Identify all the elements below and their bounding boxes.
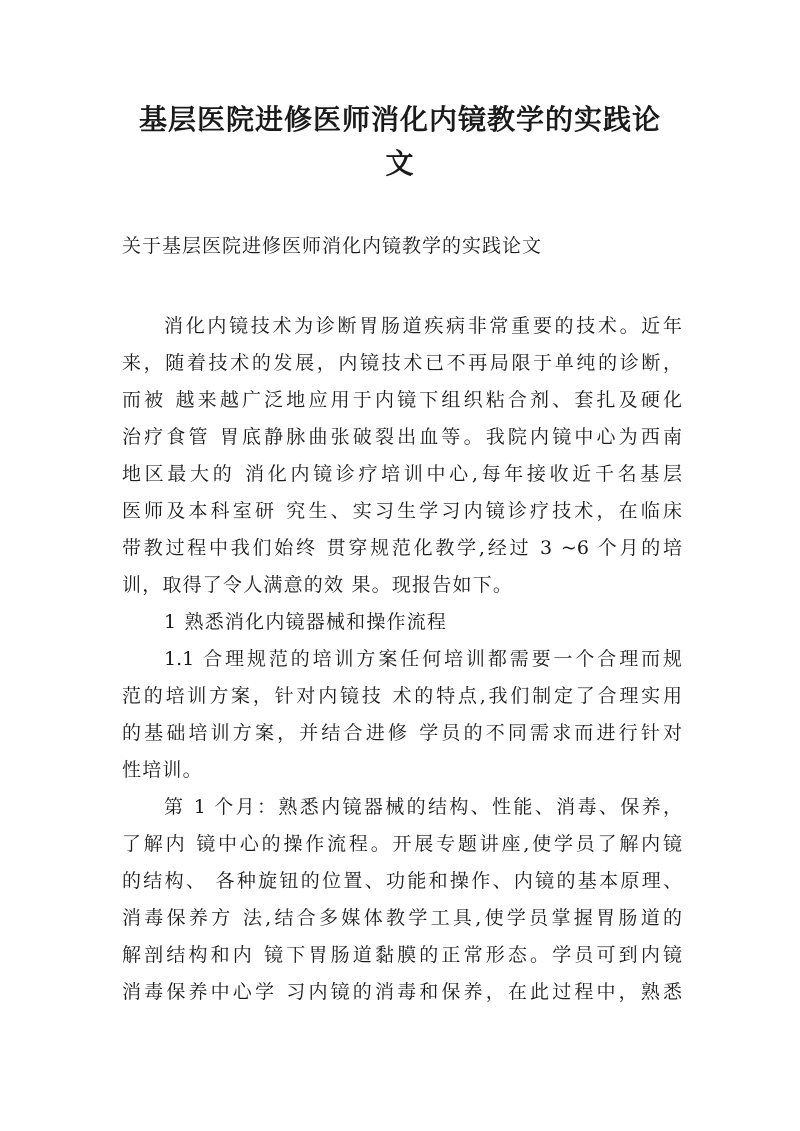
document-subtitle: 关于基层医院进修医师消化内镜教学的实践论文 bbox=[122, 235, 543, 257]
body-line: 性培训。 bbox=[122, 759, 203, 781]
document-title bbox=[120, 98, 680, 186]
body-line: 解剖结构和内 镜下胃肠道黏膜的正常形态。学员可到内镜 bbox=[122, 944, 682, 966]
body-line: 地区最大的 消化内镜诊疗培训中心,每年接收近千名基层 bbox=[122, 463, 682, 485]
body-line: 消毒保养中心学 习内镜的消毒和保养，在此过程中，熟悉 bbox=[122, 981, 682, 1003]
title-line-1: 基层医院进修医师消化内镜教学的实践论 bbox=[138, 103, 661, 136]
body-line: 而被 越来越广泛地应用于内镜下组织粘合剂、套扎及硬化 bbox=[122, 389, 682, 411]
body-line: 治疗食管 胃底静脉曲张破裂出血等。我院内镜中心为西南 bbox=[122, 426, 682, 448]
body-line: 消毒保养方 法,结合多媒体教学工具,使学员掌握胃肠道的 bbox=[122, 907, 682, 929]
document-body bbox=[122, 308, 682, 1011]
body-line: 来，随着技术的发展，内镜技术已不再局限于单纯的诊断， bbox=[122, 352, 682, 374]
body-line: 的结构、 各种旋钮的位置、功能和操作、内镜的基本原理、 bbox=[122, 870, 682, 892]
body-line: 带教过程中我们始终 贯穿规范化教学,经过 3 ~6 个月的培 bbox=[122, 537, 682, 559]
body-line: 了解内 镜中心的操作流程。开展专题讲座,使学员了解内镜 bbox=[122, 833, 682, 855]
title-line-2: 文 bbox=[385, 147, 415, 180]
body-line: 的基础培训方案，并结合进修 学员的不同需求而进行针对 bbox=[122, 722, 682, 744]
body-line: 训，取得了令人满意的效 果。现报告如下。 bbox=[122, 574, 514, 596]
body-line: 范的培训方案，针对内镜技 术的特点,我们制定了合理实用 bbox=[122, 685, 682, 707]
body-line: 1.1 合理规范的培训方案任何培训都需要一个合理而规 bbox=[164, 648, 682, 670]
body-line: 消化内镜技术为诊断胃肠道疾病非常重要的技术。近年 bbox=[164, 315, 682, 337]
body-line: 医师及本科室研 究生、实习生学习内镜诊疗技术，在临床 bbox=[122, 500, 682, 522]
body-line: 第 1 个月：熟悉内镜器械的结构、性能、消毒、保养， bbox=[164, 796, 682, 818]
section-heading: 1 熟悉消化内镜器械和操作流程 bbox=[164, 611, 448, 633]
